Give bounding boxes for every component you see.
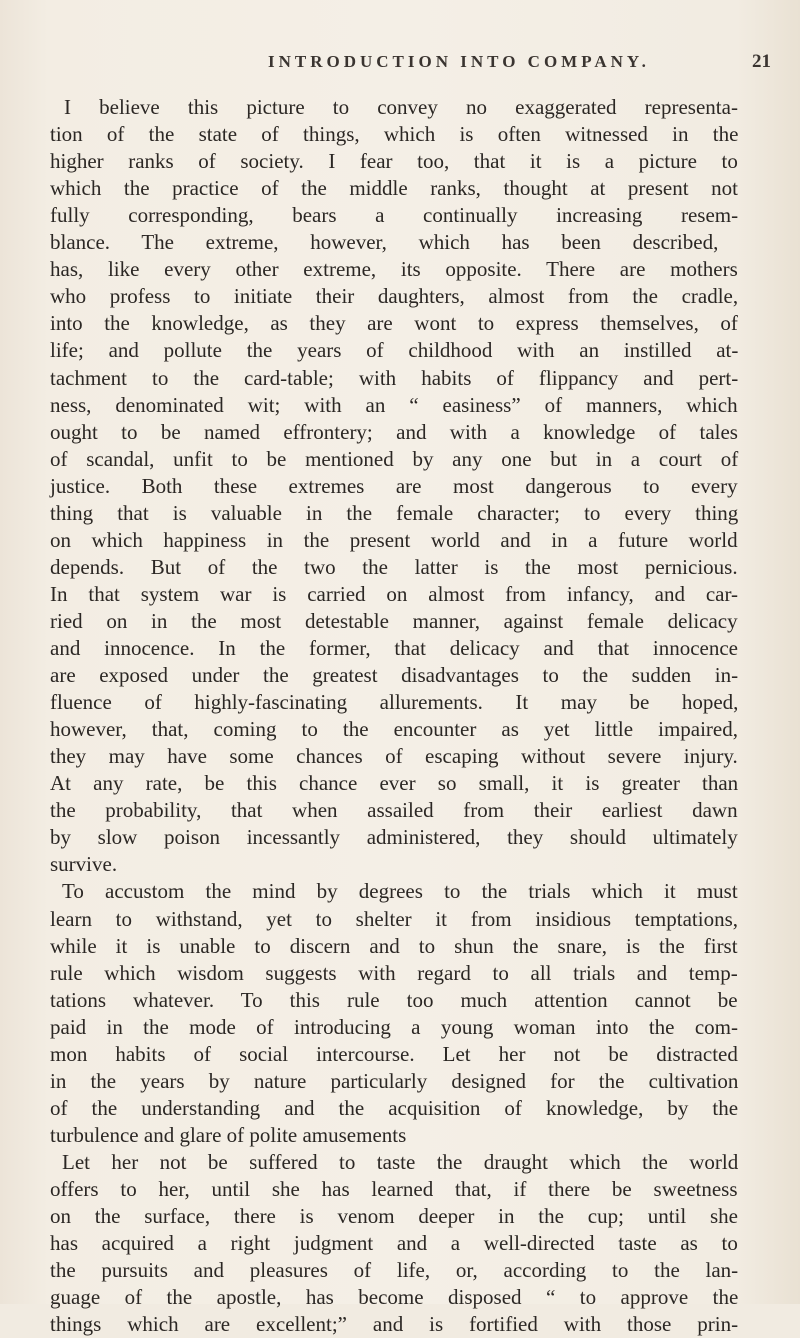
text-line: paid in the mode of introducing a young woman into the com-	[50, 1014, 738, 1039]
text-line: tachment to the card-table; with habits of flippancy and pert-	[50, 365, 739, 390]
text-line: has, like every other extreme, its opposite. There are mothers	[50, 257, 738, 282]
text-line: thing that is valuable in the female character; to every thing	[50, 500, 739, 525]
text-line: tion of the state of things, which is often witnessed in the	[50, 122, 739, 147]
text-line: I believe this picture to convey no exaggerated representa-	[64, 95, 738, 119]
text-line: justice. Both these extremes are most dangerous to every	[50, 473, 738, 498]
text-line: and innocence. In the former, that delicacy and that innocence	[50, 636, 739, 660]
text-line: rule which wisdom suggests with regard to all trials and temp-	[50, 960, 738, 985]
text-line: At any rate, be this chance ever so small, it is greater than	[50, 771, 739, 796]
text-line: tations whatever. To this rule too much attention cannot be	[50, 987, 738, 1012]
text-line: fluence of highly-fascinating allurements. It may be hoped,	[50, 690, 739, 715]
text-line: life; and pollute the years of childhood with an instilled at-	[50, 338, 739, 363]
page-number: 21	[752, 51, 771, 72]
text-line: on which happiness in the present world and in a future world	[50, 527, 738, 552]
text-line: into the knowledge, as they are wont to express themselves, of	[50, 311, 738, 336]
text-line: offers to her, until she has learned that, if there be sweetness	[50, 1177, 738, 1201]
text-line: survive.	[50, 852, 118, 877]
text-line: blance. The extreme, however, which has been described,	[50, 230, 719, 255]
text-line: while it is unable to discern and to shun the snare, is the first	[50, 933, 738, 958]
text-line: on the surface, there is venom deeper in the cup; until she	[50, 1204, 739, 1229]
text-line: depends. But of the two the latter is the most pernicious.	[50, 554, 738, 579]
text-line: of the understanding and the acquisition of knowledge, by the	[50, 1095, 739, 1120]
text-line: mon habits of social intercourse. Let her not be distracted	[50, 1041, 738, 1066]
text-line: who profess to initiate their daughters, almost from the cradle,	[50, 284, 739, 309]
text-line: they may have some chances of escaping without severe injury.	[50, 744, 738, 769]
text-line: which the practice of the middle ranks, thought at present not	[50, 176, 738, 201]
text-line: To accustom the mind by degrees to the trials which it must	[62, 879, 738, 904]
text-line: In that system war is carried on almost from infancy, and car-	[50, 581, 739, 606]
text-line: however, that, coming to the encounter as yet little impaired,	[50, 717, 738, 742]
text-line: higher ranks of society. I fear too, that it is a picture to	[50, 149, 738, 174]
text-line: fully corresponding, bears a continually increasing resem-	[50, 203, 739, 228]
text-line: learn to withstand, yet to shelter it from insidious temptations,	[50, 906, 739, 931]
text-line: things which are excellent;” and is fortified with those prin-	[50, 1312, 739, 1337]
text-line: Let her not be suffered to taste the draught which the world	[62, 1149, 739, 1174]
text-line: in the years by nature particularly designed for the cultivation	[50, 1068, 739, 1093]
text-line: the pursuits and pleasures of life, or, according to the lan-	[50, 1258, 739, 1283]
text-line: has acquired a right judgment and a well-directed taste as to	[50, 1231, 738, 1256]
text-line: ness, denominated wit; with an “ easiness” of manners, which	[50, 392, 738, 417]
text-line: by slow poison incessantly administered, they should ultimately	[50, 825, 738, 850]
text-line: ried on in the most detestable manner, against female delicacy	[50, 608, 738, 633]
text-line: ought to be named effrontery; and with a knowledge of tales	[50, 419, 738, 444]
text-line: guage of the apostle, has become disposed “ to approve the	[50, 1285, 739, 1310]
text-line: the probability, that when assailed from their earliest dawn	[50, 798, 738, 823]
running-title: INTRODUCTION INTO COMPANY.	[268, 52, 650, 71]
text-line: are exposed under the greatest disadvantages to the sudden in-	[50, 663, 739, 688]
text-line: turbulence and glare of polite amusements	[50, 1122, 407, 1147]
text-line: of scandal, unfit to be mentioned by any one but in a court of	[50, 446, 739, 471]
page-header	[0, 52, 800, 82]
